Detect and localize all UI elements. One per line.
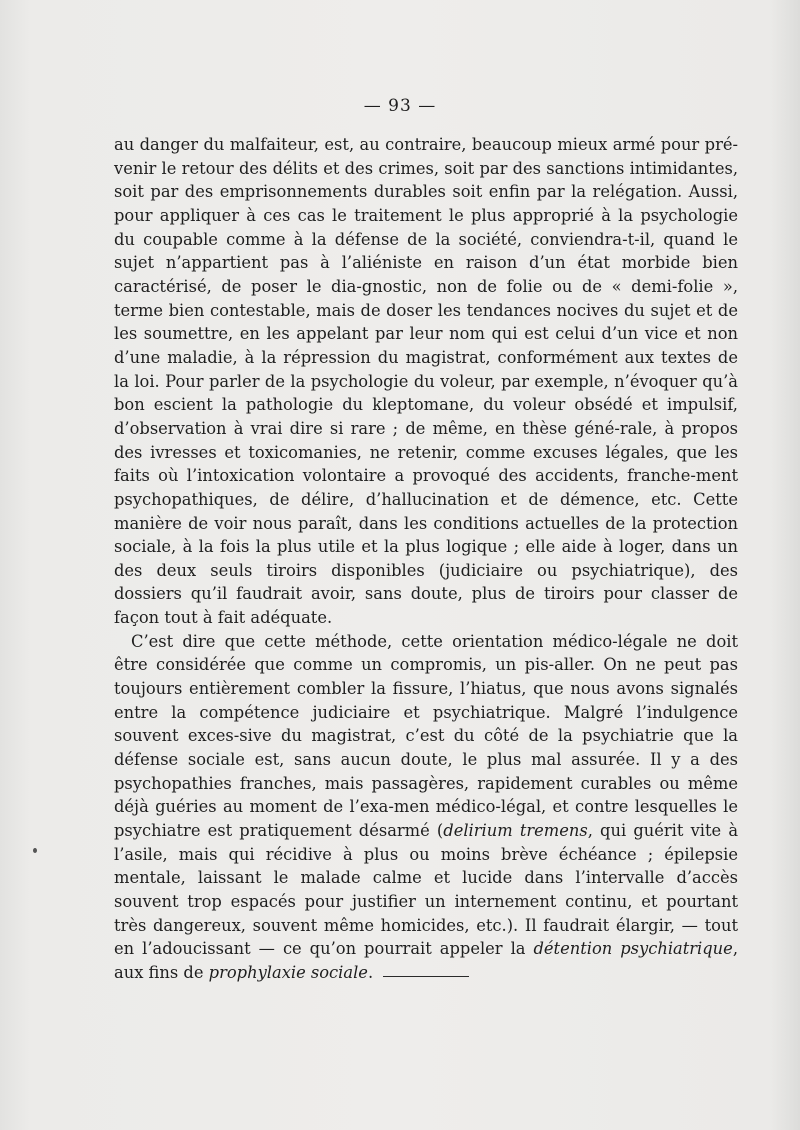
italic-text: détention psychiatrique (533, 939, 733, 959)
page-number: — 93 — (363, 96, 437, 116)
italic-text: delirium tremens (443, 821, 588, 841)
text-run: au danger du malfaiteur, est, au contraire, beaucoup mieux armé pour pré-venir le retour des délits et des crimes, soit par des sanctions intimidantes, soit par des emprisonnements durables soit enfin par la relégation. Aussi, pour appliquer à ces cas le traitement le plus approprié à la psychologie du coupable comme à la défense de la société, conviendra-t-il, quand le sujet n’appartient pas à l’aliéniste en raison d’un état morbide bien caractérisé, de poser le dia-gnostic, non de folie ou de « demi-folie », terme bien contestable, mais de doser les tendances nocives du sujet et de les soumettre, en les appelant par leur nom qui est celui d’un vice et non d’une maladie, à la répression du magistrat, conformément aux textes de la loi. Pour parler de la psychologie du voleur, par exemple, n’évoquer qu’à bon escient la pathologie du kleptomane, du voleur obsédé et impulsif, d’observation à vrai dire si rare ; de même, en thèse géné-rale, à propos des ivresses et toxicomanies, ne retenir, comme excuses légales, que les faits où l’intoxication volontaire a provoqué des accidents, franche-ment psychopathiques, de délire, d’hallucination et de démence, etc. Cette manière de voir nous paraît, dans les conditions actuelles de la protection sociale, à la fois la plus utile et la plus logique ; elle aide à loger, dans un des deux seuls tiroirs disponibles (judiciaire ou psychiatrique), des dossiers qu’il faudrait avoir, sans doute, plus de tiroirs pour classer de façon tout à fait adéquate. (114, 135, 738, 628)
text-run: . (367, 962, 374, 982)
text-run: C’est dire que cette méthode, cette orientation médico-légale ne doit être considérée que comme un compromis, un pis-aller. On ne peut pas toujours entièrement combler la fissure, l’hiatus, que nous avons signalés entre la compétence judiciaire et psychiatrique. Malgré l’indulgence souvent exces-sive du magistrat, c’est du côté de la psychiatrie que la défense sociale est, sans aucun doute, le plus mal assurée. Il y a des psychopathies franches, mais passagères, rapidement curables ou même déjà guéries au moment de l’exa-men médico-légal, et contre lesquelles le psychiatre est pratiquement désarmé ( (114, 631, 738, 841)
paragraph (114, 630, 738, 985)
paragraph (114, 133, 738, 630)
text-run: , aux fins de (114, 939, 738, 982)
text-run: , qui guérit vite à l’asile, mais qui récidive à plus ou moins brève échéance ; épilepsie mentale, laissant le malade calme et lucide dans l’intervalle d’accès souvent trop espacés pour justifier un internement continu, et pourtant très dangereux, souvent même homicides, etc.). Il faudrait élargir, — tout en l’adoucissant — ce qu’on pourrait appeler la (114, 821, 739, 959)
ink-speck (33, 848, 37, 853)
body-text (114, 133, 738, 985)
italic-text: prophylaxie sociale (208, 962, 368, 982)
end-rule (383, 976, 469, 977)
